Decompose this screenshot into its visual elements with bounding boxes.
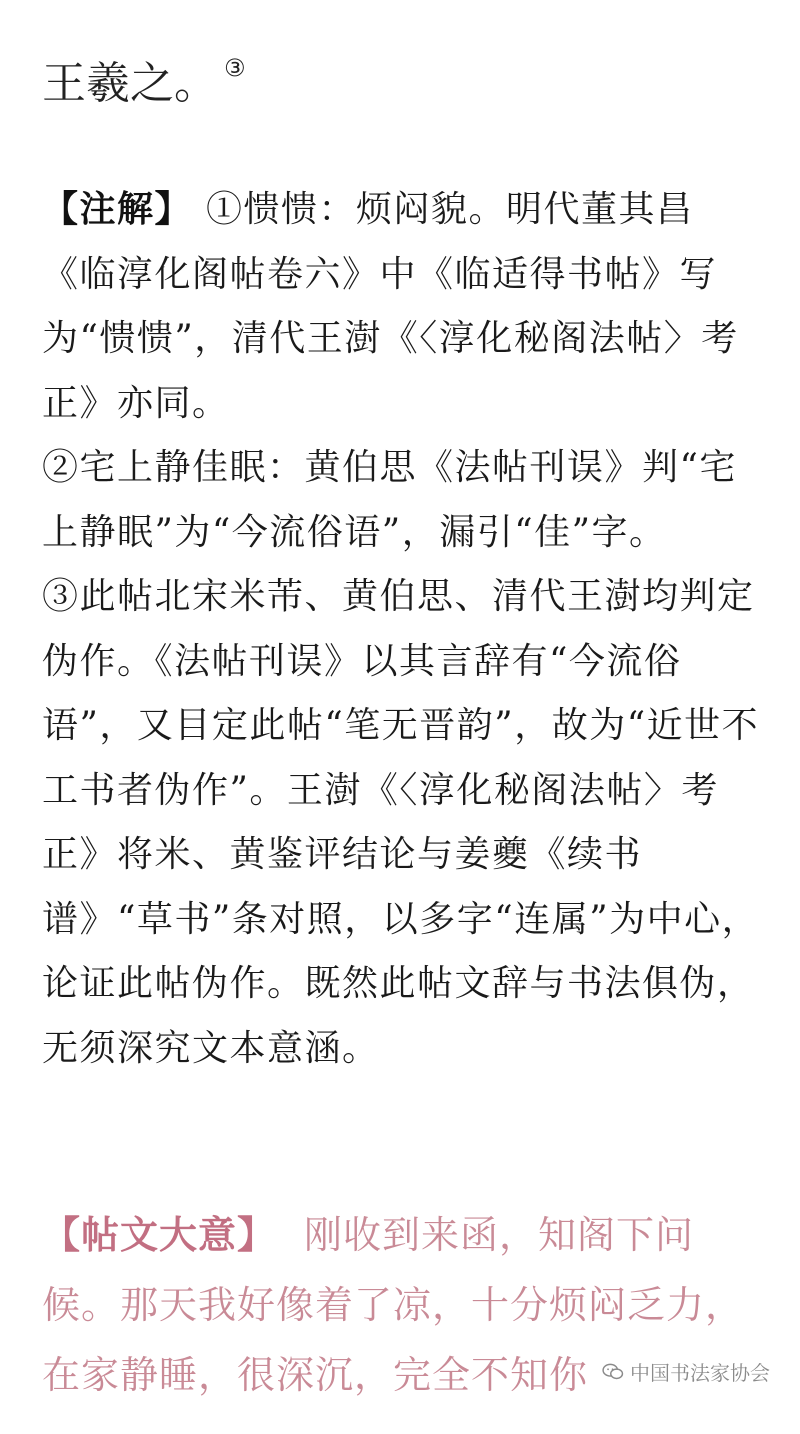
- watermark-text: 中国书法家协会: [630, 1361, 770, 1385]
- heading-text: 王羲之。: [42, 58, 218, 109]
- summary-text: 刚收到来函，知阁下问候。那天我好像着了凉，十分烦闷乏力，在家静睡，很深沉，完全不知你: [42, 1213, 745, 1397]
- annotation-text-3: ③此帖北宋米芾、黄伯思、清代王澍均判定伪作。《法帖刊误》以其言辞有“今流俗语”，又目定此帖“笔无晋韵”，故为“近世不工书者伪作”。王澍《〈淳化秘阁法帖〉考正》将米、黄鉴评结论与姜夔《续书谱》“草书”条对照，以多字“连属”为中心，论证此帖伪作。既然此帖文辞与书法俱伪，无须深究文本意涵。: [42, 576, 760, 1069]
- summary-tag: 【帖文大意】: [42, 1213, 277, 1257]
- annotation-paragraph-2: [42, 436, 762, 565]
- wechat-icon: [602, 1363, 624, 1381]
- watermark: [598, 1355, 774, 1388]
- annotation-text-2: ②宅上静佳眠：黄伯思《法帖刊误》判“宅上静眠”为“今流俗语”，漏引“佳”字。: [42, 447, 737, 553]
- annotation-section: [42, 178, 762, 1081]
- heading-line: [42, 38, 246, 114]
- footnote-marker: ③: [224, 54, 246, 82]
- annotation-paragraph-3: [42, 565, 762, 1081]
- annotation-paragraph-1: [42, 178, 762, 436]
- annotation-tag: 【注解】: [42, 189, 193, 230]
- annotation-text-1: ①愦愦：烦闷貌。明代董其昌《临淳化阁帖卷六》中《临适得书帖》写为“愦愦”，清代王澍《〈淳化秘阁法帖〉考正》亦同。: [42, 189, 739, 424]
